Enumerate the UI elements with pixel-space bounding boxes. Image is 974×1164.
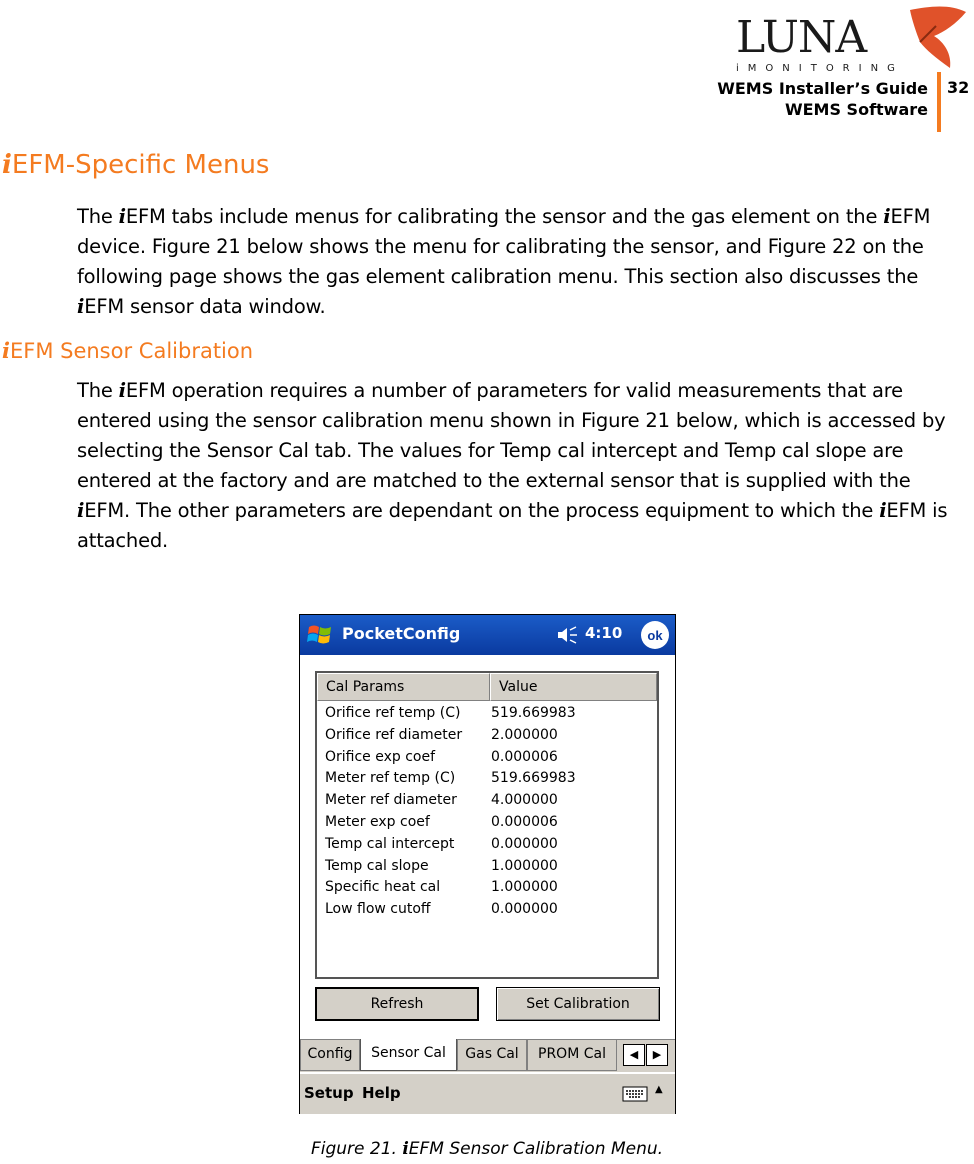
menus-paragraph: The iEFM tabs include menus for calibrating the sensor and the gas element on the iEFM device. Figure 21 below shows the menu for calibrating the sensor, and Figure 22 on the following page shows the gas element calibration menu. This section also discusses the iEFM sensor data window. — [77, 205, 931, 318]
list-item[interactable] — [317, 877, 657, 899]
list-item[interactable] — [317, 725, 657, 747]
tab-scroll-right-icon[interactable]: ▶ — [646, 1044, 668, 1066]
input-panel-arrow-icon[interactable]: ▲ — [655, 1084, 663, 1095]
calibration-paragraph: The iEFM operation requires a number of parameters for valid measurements that are entered using the sensor calibration menu shown in Figure 21 below, which is accessed by selecting the Sensor Cal tab. The values for Temp cal intercept and Temp cal slope are entered at the factory and are matched to the external sensor that is supplied with the iEFM. The other parameters are dependant on the process equipment to which the iEFM is attached. — [77, 379, 948, 552]
figure-caption: Figure 21. iEFM Sensor Calibration Menu. — [310, 1139, 664, 1159]
param-value: 0.000006 — [491, 813, 558, 830]
svg-text:LUNA: LUNA — [736, 12, 867, 63]
app-title: PocketConfig — [342, 624, 461, 643]
param-value: 1.000000 — [491, 879, 558, 896]
list-item[interactable] — [317, 790, 657, 812]
keyboard-icon[interactable] — [622, 1084, 648, 1104]
column-header-value[interactable]: Value — [490, 673, 657, 701]
param-name: Temp cal slope — [325, 857, 429, 874]
param-name: Meter ref temp (C) — [325, 770, 456, 787]
list-rows — [317, 703, 657, 921]
luna-logo — [730, 2, 974, 76]
param-value: 519.669983 — [491, 705, 576, 721]
page-number: 32 — [947, 78, 970, 97]
menu-setup[interactable]: Setup — [304, 1084, 354, 1102]
windows-start-icon[interactable] — [306, 622, 334, 648]
title-bar — [300, 615, 675, 655]
section-heading-menus: iEFM-Specific Menus — [2, 150, 270, 180]
param-value: 1.000000 — [491, 857, 558, 874]
tab-gas-cal[interactable]: Gas Cal — [457, 1040, 527, 1071]
menu-bar — [300, 1073, 675, 1114]
document-header — [717, 78, 928, 120]
list-item[interactable] — [317, 899, 657, 921]
param-name: Temp cal intercept — [325, 835, 455, 852]
tab-sensor-cal[interactable]: Sensor Cal — [360, 1039, 457, 1071]
param-name: Specific heat cal — [325, 879, 441, 896]
param-value: 2.000000 — [491, 726, 558, 743]
param-name: Low flow cutoff — [325, 901, 431, 918]
column-header-cal-params[interactable]: Cal Params — [317, 673, 490, 701]
tab-scroll-left-icon[interactable]: ◀ — [623, 1044, 645, 1066]
ok-button[interactable]: ok — [641, 621, 669, 649]
param-value: 519.669983 — [491, 770, 576, 787]
menu-help[interactable]: Help — [362, 1084, 401, 1102]
header-divider — [937, 72, 941, 132]
section-heading-calibration: iEFM Sensor Calibration — [2, 338, 254, 363]
param-value: 0.000000 — [491, 835, 558, 852]
clock[interactable]: 4:10 — [585, 624, 623, 642]
tab-prom-cal[interactable]: PROM Cal — [527, 1040, 617, 1071]
svg-text:iMONITORING: iMONITORING — [736, 63, 904, 74]
param-value: 0.000000 — [491, 901, 558, 918]
param-name: Orifice exp coef — [325, 748, 436, 765]
list-item[interactable] — [317, 812, 657, 834]
param-value: 4.000000 — [491, 792, 558, 809]
tab-config[interactable]: Config — [300, 1040, 360, 1071]
param-name: Orifice ref diameter — [325, 726, 463, 743]
list-item[interactable] — [317, 747, 657, 769]
speaker-icon[interactable] — [556, 626, 578, 644]
list-item[interactable] — [317, 834, 657, 856]
tab-strip — [300, 1039, 675, 1072]
param-name: Meter exp coef — [325, 813, 430, 830]
list-item[interactable] — [317, 768, 657, 790]
list-item[interactable] — [317, 856, 657, 878]
section-title: WEMS Software — [784, 100, 928, 119]
param-value: 0.000006 — [491, 748, 558, 765]
refresh-button[interactable]: Refresh — [315, 987, 479, 1021]
cal-params-list[interactable] — [315, 671, 659, 979]
guide-title: WEMS Installer’s Guide — [717, 79, 928, 98]
param-name: Orifice ref temp (C) — [325, 705, 461, 721]
list-item[interactable] — [317, 703, 657, 725]
set-calibration-button[interactable]: Set Calibration — [496, 987, 660, 1021]
pocketconfig-screenshot — [299, 614, 676, 1114]
param-name: Meter ref diameter — [325, 792, 457, 809]
